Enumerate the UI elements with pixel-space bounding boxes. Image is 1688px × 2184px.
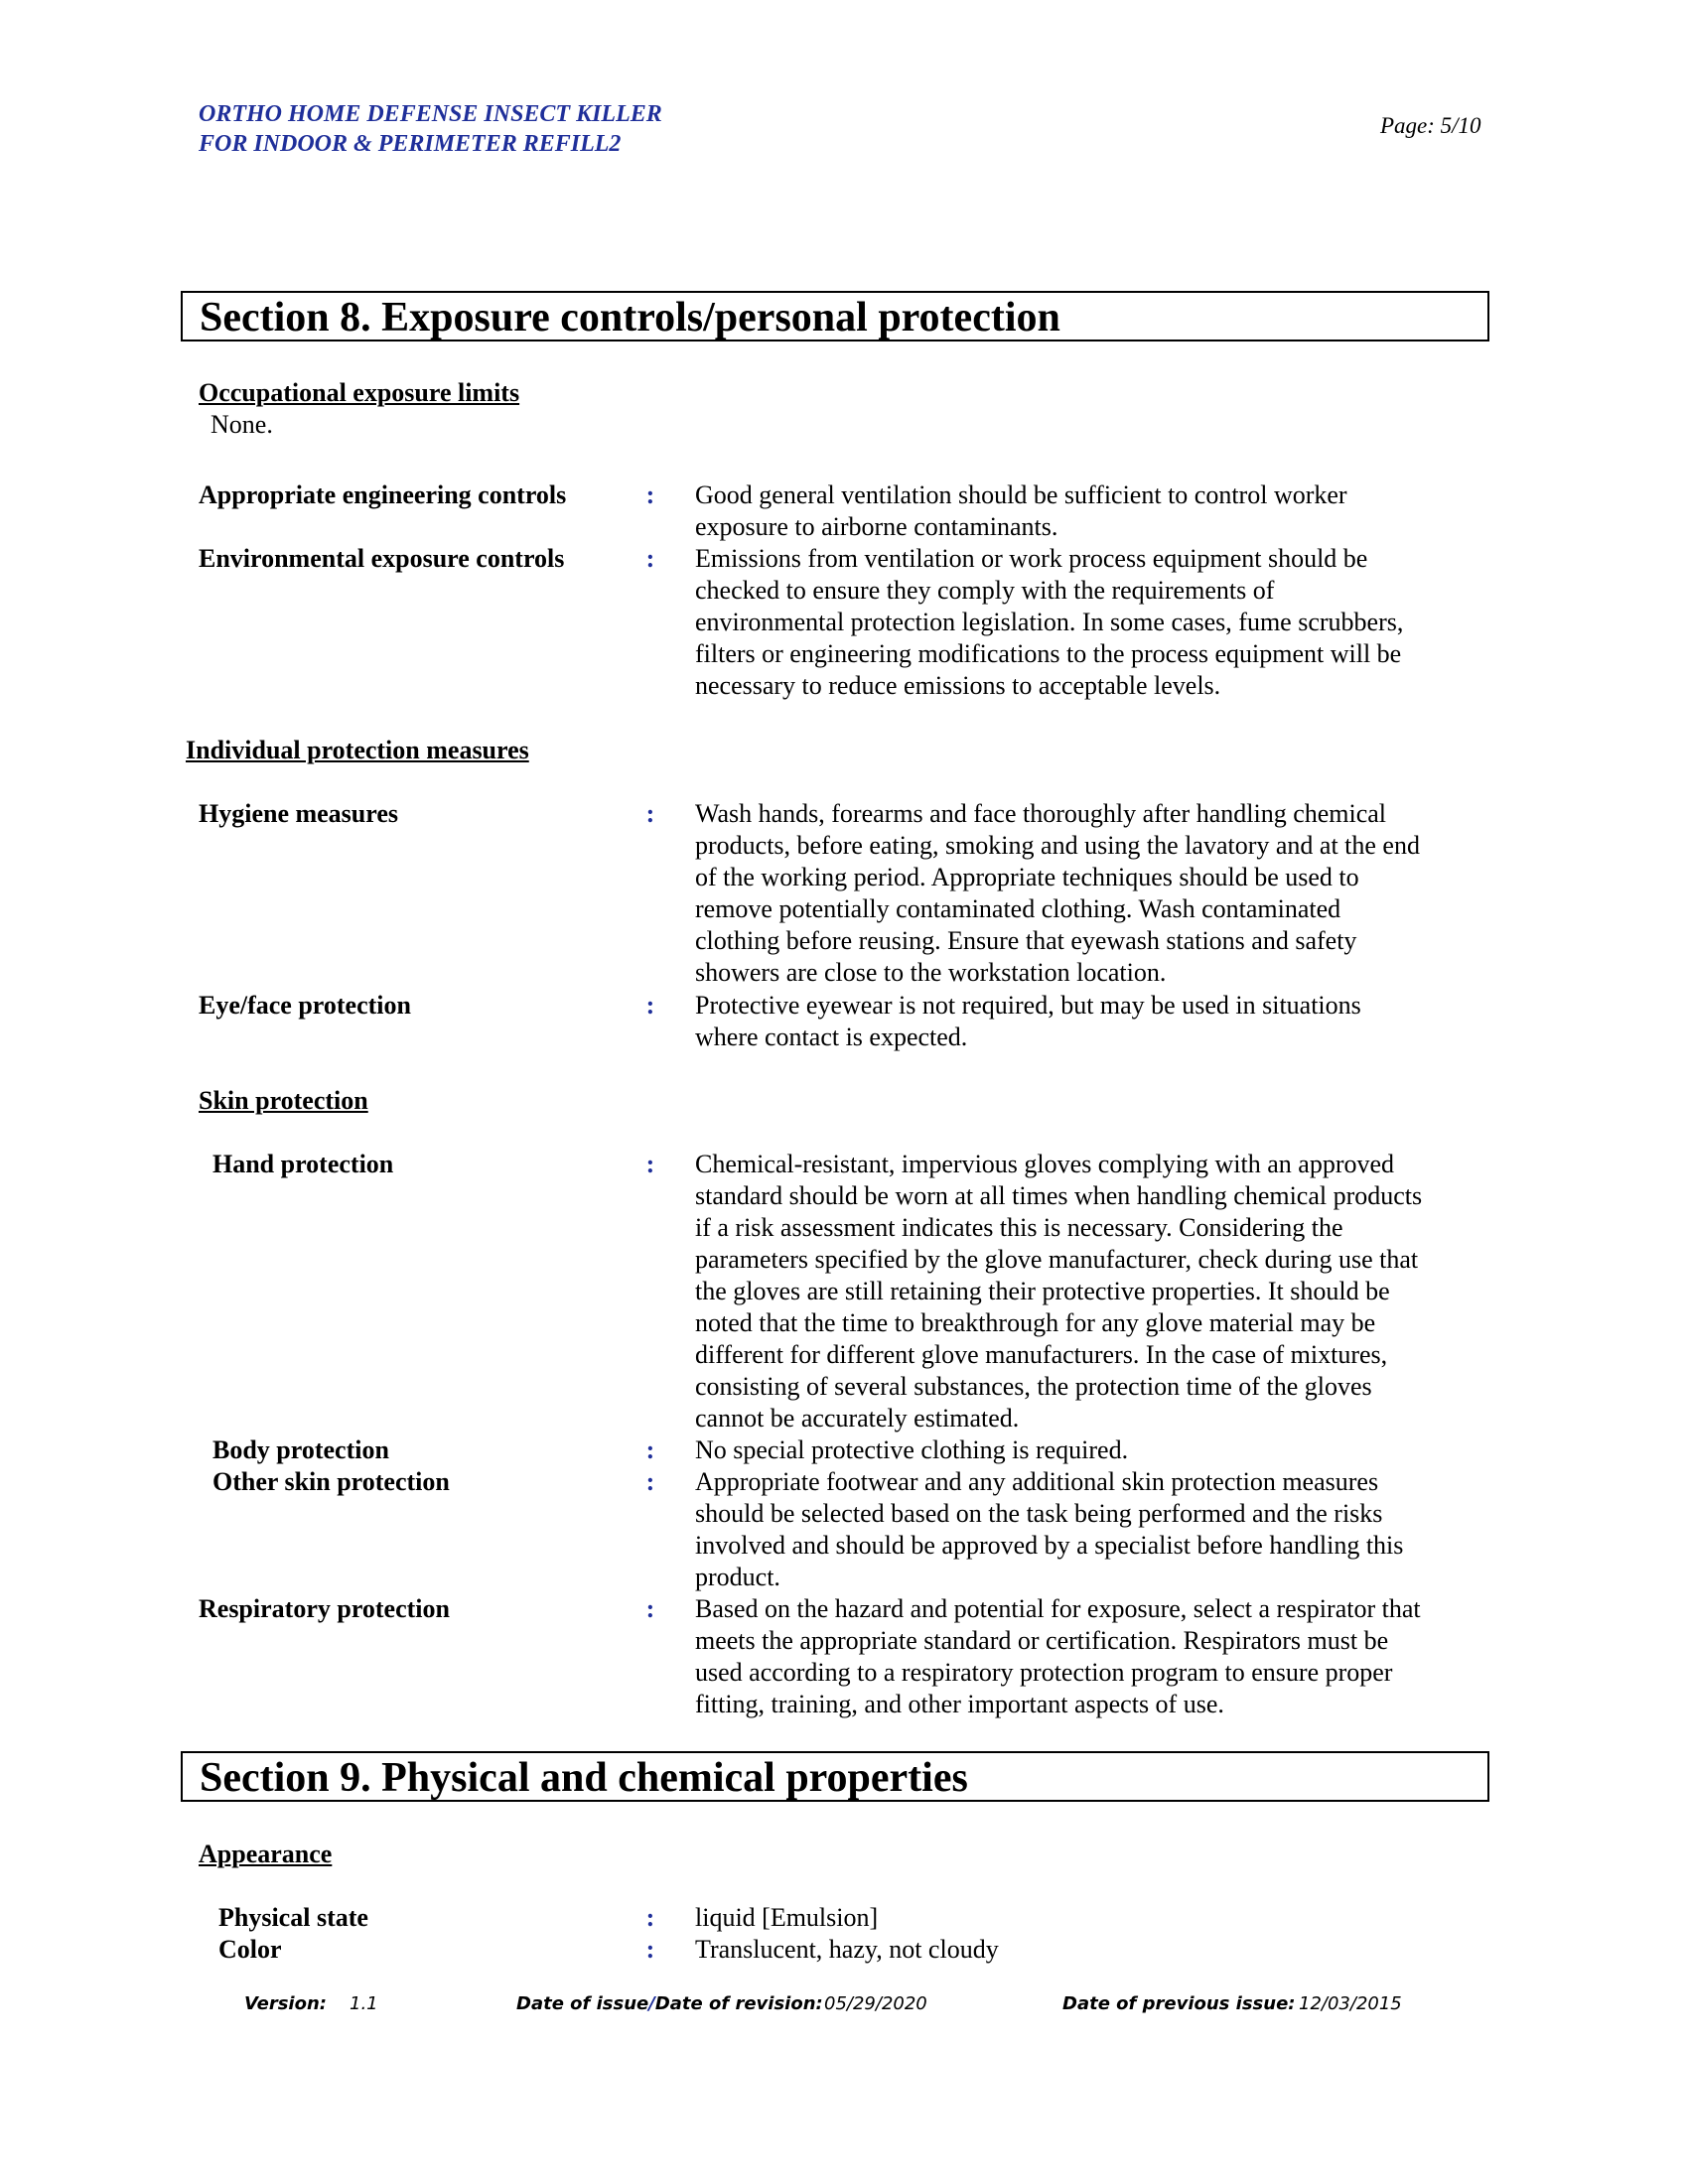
colon: : xyxy=(645,799,655,828)
previous-issue-label: Date of previous issue: xyxy=(1062,1993,1296,2014)
color-value: Translucent, hazy, not cloudy xyxy=(695,1935,999,1964)
page-number: Page: 5/10 xyxy=(1380,113,1481,138)
individual-protection-heading: Individual protection measures xyxy=(186,736,529,764)
body-protection-label: Body protection xyxy=(212,1435,389,1464)
physical-state-label: Physical state xyxy=(218,1903,368,1932)
environmental-controls-value: Emissions from ventilation or work process equipment should be checked to ensure they comply with the requirements of environmental protection legislation. In some cases, fume scrubbers, filters or engineering modifications to the process equipment will be necessary to reduce emissions to acceptable levels. xyxy=(695,544,1404,700)
colon: : xyxy=(645,1935,655,1964)
colon: : xyxy=(645,1903,655,1932)
product-name xyxy=(199,99,662,159)
issue-date-label: Date of issue/Date of revision: xyxy=(516,1993,823,2014)
other-skin-protection-value: Appropriate footwear and any additional skin protection measures should be selected based on the task being performed and the risks involved and should be approved by a specialist before handling this product. xyxy=(695,1467,1404,1591)
engineering-controls-value: Good general ventilation should be sufficient to control worker exposure to airborne contaminants. xyxy=(695,480,1347,541)
section9-header xyxy=(181,1751,1489,1802)
color-label: Color xyxy=(218,1935,282,1964)
other-skin-protection-label: Other skin protection xyxy=(212,1467,450,1496)
physical-state-value: liquid [Emulsion] xyxy=(695,1903,879,1932)
colon: : xyxy=(645,1594,655,1623)
version-value: 1.1 xyxy=(350,1993,378,2014)
occupational-exposure-heading: Occupational exposure limits xyxy=(199,378,520,407)
colon: : xyxy=(645,544,655,573)
colon: : xyxy=(645,1467,655,1496)
colon: : xyxy=(645,991,655,1020)
hygiene-measures-label: Hygiene measures xyxy=(199,799,398,828)
colon: : xyxy=(645,1435,655,1464)
respiratory-protection-value: Based on the hazard and potential for exposure, select a respirator that meets the appropriate standard or certification. Respirators must be used according to a respiratory protection program to ensure proper fitting, training, and other important aspects of use. xyxy=(695,1594,1421,1718)
issue-date-value: 05/29/2020 xyxy=(824,1993,927,2014)
section8-title: Section 8. Exposure controls/personal protection xyxy=(200,295,1060,341)
environmental-controls-label: Environmental exposure controls xyxy=(199,544,565,573)
respiratory-protection-label: Respiratory protection xyxy=(199,1594,450,1623)
colon: : xyxy=(645,480,655,509)
product-name-line1: ORTHO HOME DEFENSE INSECT KILLER xyxy=(199,101,662,127)
product-name-line2: FOR INDOOR & PERIMETER REFILL2 xyxy=(199,131,622,157)
colon: : xyxy=(645,1150,655,1178)
version-label: Version: xyxy=(244,1993,327,2014)
hand-protection-value: Chemical-resistant, impervious gloves complying with an approved standard should be worn at all times when handling chemical products if a risk assessment indicates this is necessary. Considering the parameters specified by the glove manufacturer, check during use that the gloves are still retaining their protective properties. It should be noted that the time to breakthrough for any glove material may be different for different glove manufacturers. In the case of mixtures, consisting of several substances, the protection time of the gloves cannot be accurately estimated. xyxy=(695,1150,1423,1433)
body-protection-value: No special protective clothing is required. xyxy=(695,1435,1129,1464)
skin-protection-heading: Skin protection xyxy=(199,1086,368,1115)
hygiene-measures-value: Wash hands, forearms and face thoroughly after handling chemical products, before eating, smoking and using the lavatory and at the end of the working period. Appropriate techniques should be used to remove potentially contaminated clothing. Wash contaminated clothing before reusing. Ensure that eyewash stations and safety showers are close to the workstation location. xyxy=(695,799,1420,987)
appearance-heading: Appearance xyxy=(199,1840,333,1868)
engineering-controls-label: Appropriate engineering controls xyxy=(199,480,567,509)
section9-title: Section 9. Physical and chemical properties xyxy=(200,1755,968,1801)
previous-issue-value: 12/03/2015 xyxy=(1299,1993,1402,2014)
eye-face-protection-value: Protective eyewear is not required, but may be used in situations where contact is expected. xyxy=(695,991,1361,1051)
eye-face-protection-label: Eye/face protection xyxy=(199,991,411,1020)
occupational-exposure-value: None. xyxy=(211,410,273,439)
section8-header xyxy=(181,291,1489,341)
hand-protection-label: Hand protection xyxy=(212,1150,394,1178)
